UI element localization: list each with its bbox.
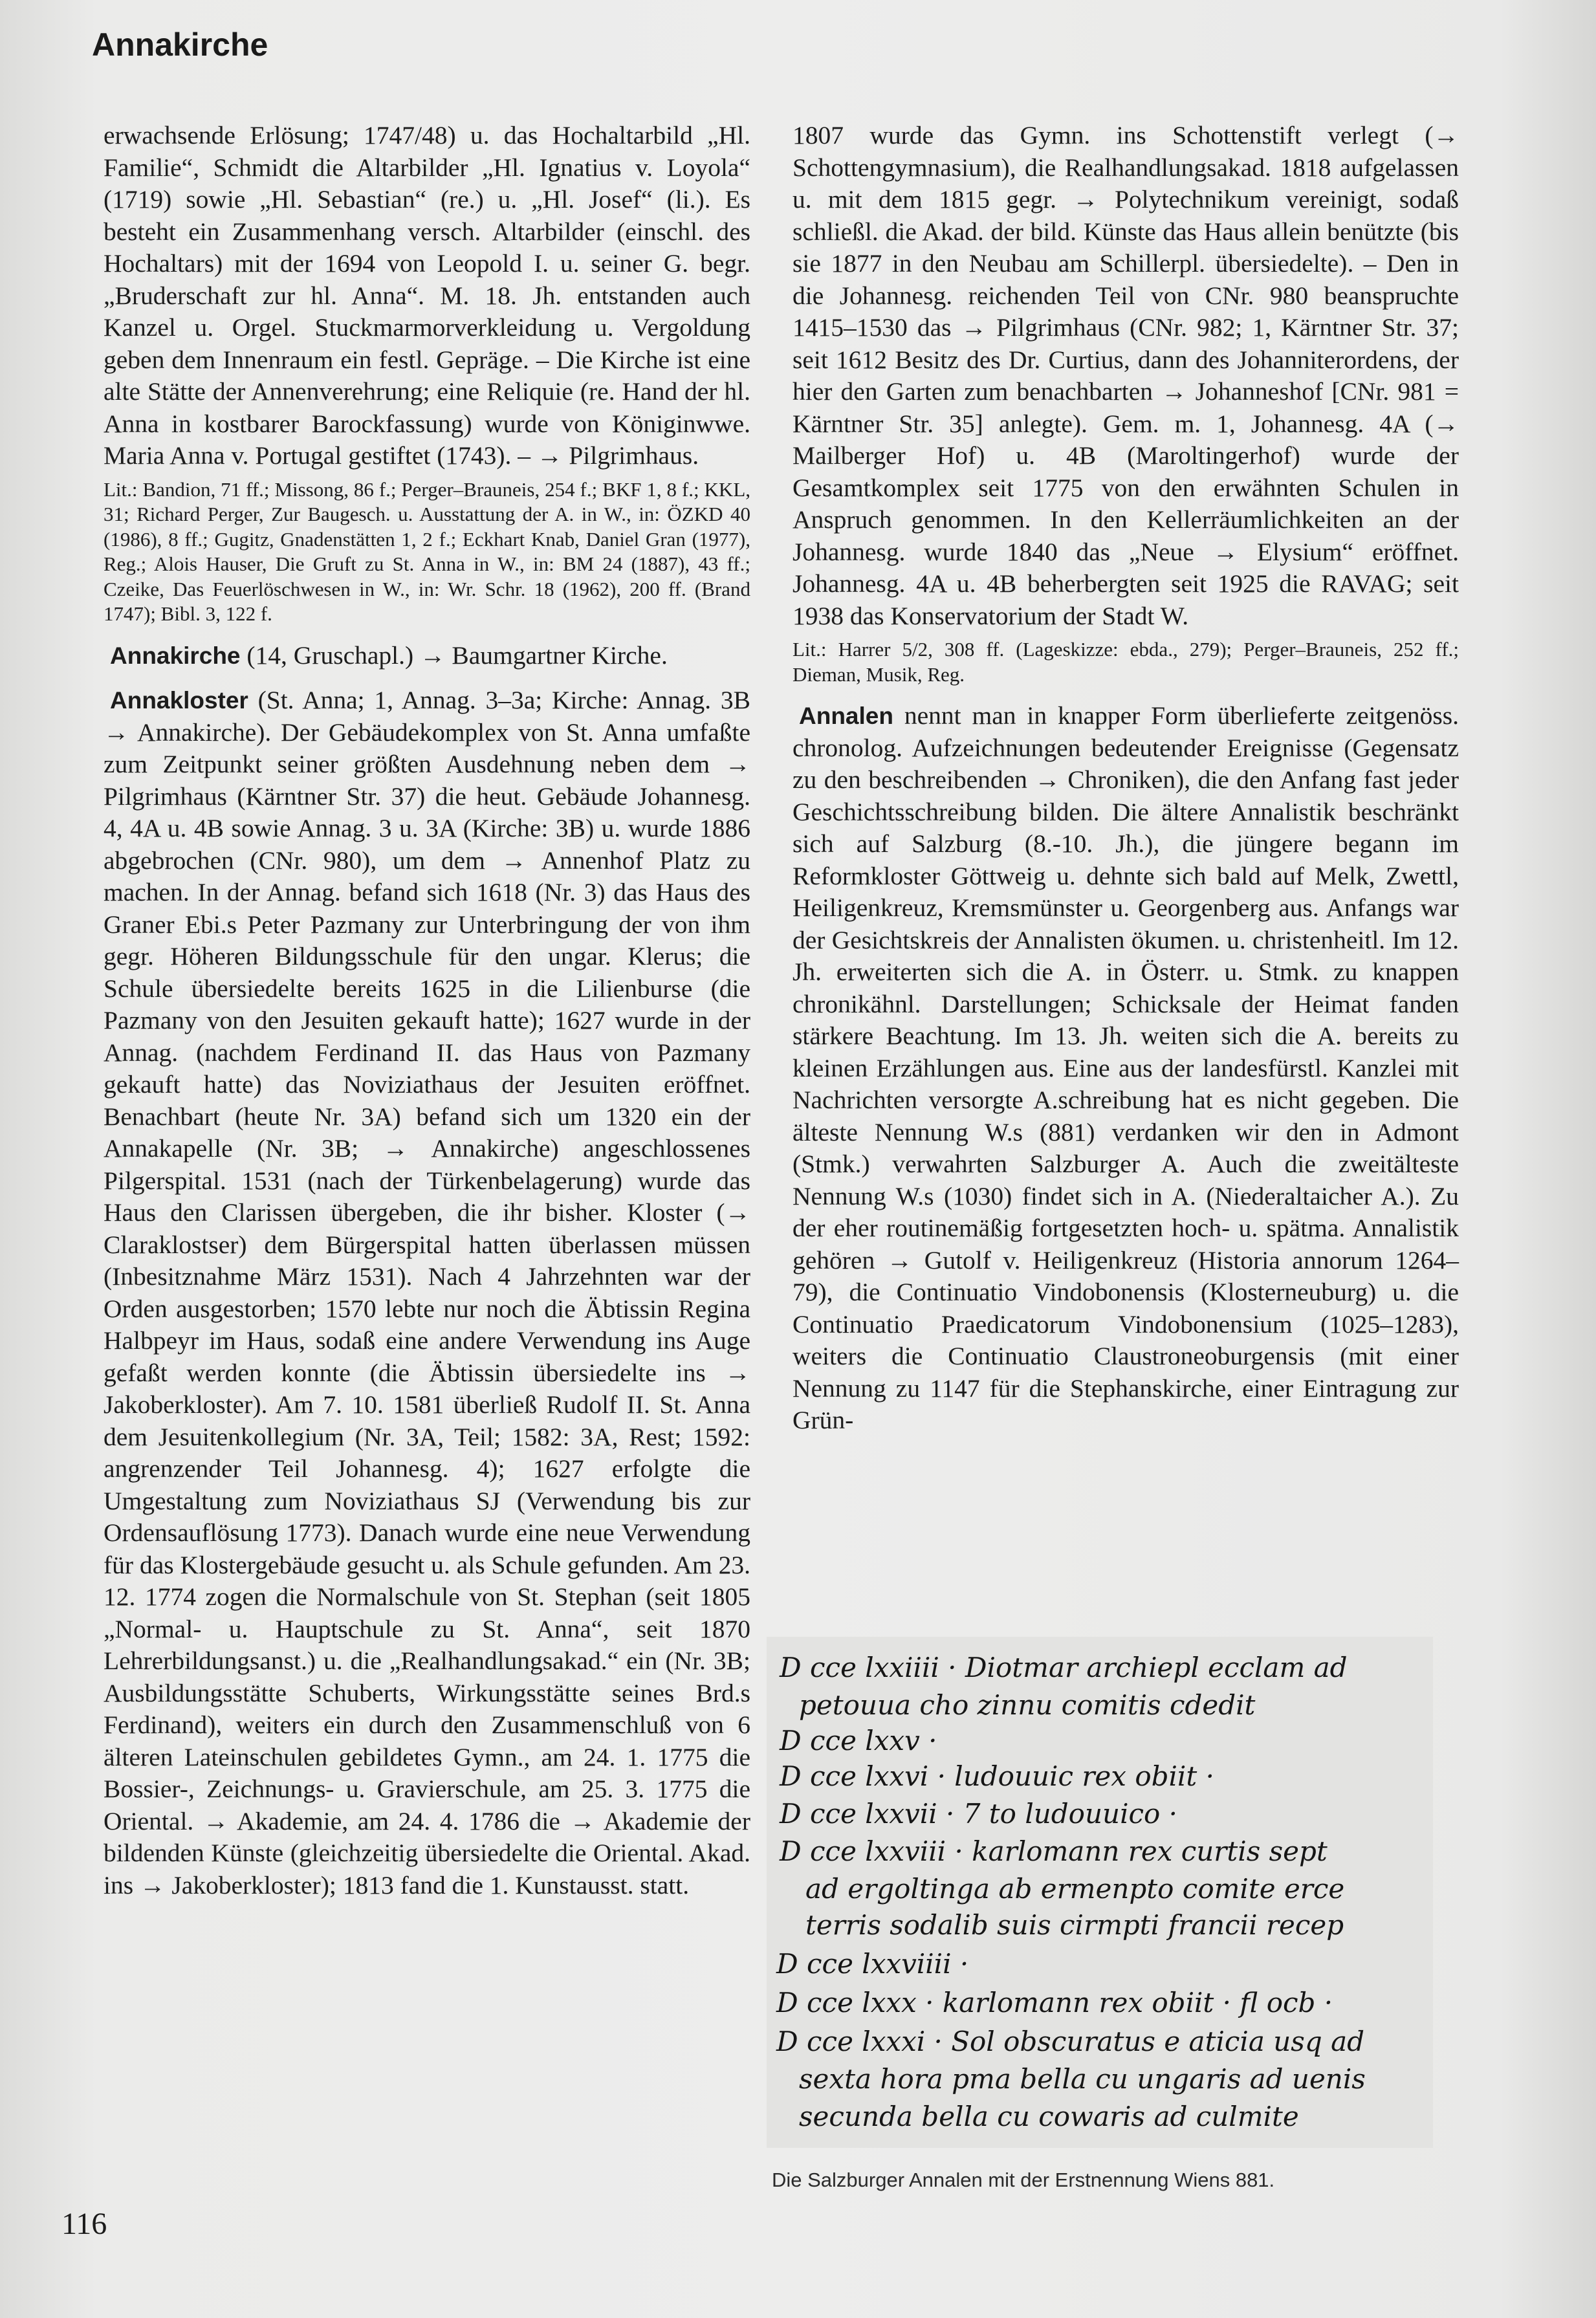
manuscript-line: D cce lxxviiii ·	[776, 1948, 969, 1980]
manuscript-line: D cce lxxx · karlomann rex obiit · fl ocb ·	[776, 1987, 1333, 2018]
entry-annakloster	[104, 684, 750, 1901]
manuscript-line: D cce lxxviii · karlomann rex curtis sept	[780, 1835, 1328, 1867]
manuscript-line: D cce lxxvii · 7 to ludouuico ·	[780, 1798, 1178, 1830]
entry-text: (St. Anna; 1, Annag. 3–3a; Kirche: Annag. 3B → Annakirche). Der Gebäudekomplex von St. Anna umfaßte zum Zeitpunkt seiner größten Ausdehnung neben dem → Pilgrimhaus (Kärntner Str. 37) die heut. Gebäude Johannesg. 4, 4A u. 4B sowie Annag. 3 u. 3A (Kirche: 3B) u. wurde 1886 abgebrochen (CNr. 980), um dem → Annenhof Platz zu machen. In der Annag. befand sich 1618 (Nr. 3) das Haus des Graner Ebi.s Peter Pazmany zur Unterbringung der von ihm gegr. Höheren Bildungsschule für den ungar. Klerus; die Schule übersiedelte bereits 1625 in die Lilienburse (die Pazmany von den Jesuiten gekauft hatte); 1627 wurde in der Annag. (nachdem Ferdinand II. das Haus von Pazmany gekauft hatte) das Noviziathaus der Jesuiten eröffnet. Benachbart (heute Nr. 3A) befand sich um 1320 ein der Annakapelle (Nr. 3B; → Annakirche) angeschlossenes Pilgerspital. 1531 (nach der Türkenbelagerung) wurde das Haus den Clarissen übergeben, die ihr bisher. Kloster (→ Claraklostser) dem Bürgerspital hatten überlassen müssen (Inbesitznahme März 1531). Nach 4 Jahrzehnten war der Orden ausgestorben; 1570 lebte nur noch die Äbtissin Regina Halbpeyr im Haus, sodaß eine andere Verwendung ins Auge gefaßt werden konnte (die Äbtissin übersiedelte ins → Jakoberkloster). Am 7. 10. 1581 überließ Rudolf II. St. Anna dem Jesuitenkollegium (Nr. 3A, Teil; 1582: 3A, Rest; 1592: angrenzender Teil Johannesg. 4); 1627 erfolgte die Umgestaltung zum Noviziathaus SJ (Verwendung bis zur Ordensauflösung 1773). Danach wurde eine neue Verwendung für das Klostergebäude gesucht u. als Schule gefunden. Am 23. 12. 1774 zogen die Normalschule von St. Stephan (seit 1805 „Normal- u. Hauptschule zu St. Anna“, seit 1870 Lehrerbildungsanst.) u. die „Realhandlungsakad.“ ein (Nr. 3B; Ausbildungsstätte Schuberts, Wirkungsstätte seines Brd.s Ferdinand), weiters ein durch den Zusammenschluß von 6 älteren Lateinschulen gebildetes Gymn., am 24. 1. 1775 die Bossier-, Zeichnungs- u. Gravierschule, am 25. 3. 1775 die Oriental. → Akademie, am 24. 4. 1786 die → Akademie der bildenden Künste (gleichzeitig übersiedelte die Oriental. Akad. ins → Jakoberkloster); 1813 fand die 1. Kunstausst. statt.	[104, 686, 750, 1899]
entry-headword: Annalen	[799, 703, 893, 729]
manuscript-line: D cce lxxxi · Sol obscuratus e aticia usq ad	[776, 2026, 1365, 2057]
entry-headword: Annakloster	[110, 687, 248, 714]
manuscript-line: D cce lxxvi · ludouuic rex obiit ·	[780, 1760, 1214, 1792]
lit-label: Lit.:	[104, 477, 138, 501]
right-column	[793, 120, 1459, 1437]
manuscript-line: secunda bella cu cowaris ad culmite	[799, 2101, 1299, 2132]
page-number: 116	[61, 2207, 107, 2241]
manuscript-line: sexta hora pma bella cu ungaris ad uenis	[799, 2063, 1366, 2095]
entry-headword: Annakirche	[110, 642, 241, 669]
literature-annakirche	[104, 477, 750, 627]
annakirche-continuation: erwachsende Erlösung; 1747/48) u. das Hochaltarbild „Hl. Familie“, Schmidt die Altarbilder „Hl. Ignatius v. Loyola“ (1719) sowie „Hl. Sebastian“ (re.) u. „Hl. Josef“ (li.). Es besteht ein Zusammenhang versch. Altarbilder (einschl. des Hochaltars) mit der 1694 von Leopold I. u. seiner G. begr. „Bruderschaft zur hl. Anna“. M. 18. Jh. entstanden auch Kanzel u. Orgel. Stuckmarmorverkleidung u. Vergoldung geben dem Innenraum ein festl. Gepräge. – Die Kirche ist eine alte Stätte der Annenverehrung; eine Reliquie (re. Hand der hl. Anna in kostbarer Barockfassung) wurde von Königinwwe. Maria Anna v. Portugal gestiftet (1743). – → Pilgrimhaus.	[104, 121, 750, 470]
lit-text: Bandion, 71 ff.; Missong, 86 f.; Perger–Brauneis, 254 f.; BKF 1, 8 f.; KKL, 31; Richard Perger, Zur Baugesch. u. Ausstattung der A. in W., in: ÖZKD 40 (1986), 8 ff.; Gugitz, Gnadenstätten 1, 2 f.; Eckhart Knab, Daniel Gran (1977), Reg.; Alois Hauser, Die Gruft zu St. Anna in W., in: BM 24 (1887), 43 ff.; Czeike, Das Feuerlöschwesen in W., in: Wr. Schr. 18 (1962), 200 ff. (Brand 1747); Bibl. 3, 122 f.	[104, 477, 751, 625]
lit-text: Harrer 5/2, 308 ff. (Lageskizze: ebda., 279); Perger–Brauneis, 252 ff.; Dieman, Musik, Reg.	[793, 638, 1459, 686]
manuscript-line: D cce lxxiiii · Diotmar archiepl ecclam ad	[780, 1652, 1348, 1683]
entry-annakirche-14	[104, 640, 750, 672]
figure-caption: Die Salzburger Annalen mit der Erstnennung Wiens 881.	[772, 2169, 1275, 2191]
entry-text: nennt man in knapper Form überlieferte zeitgenöss. chronolog. Aufzeichnungen bedeutender Ereignisse (Gegensatz zu den beschreibenden → Chroniken), die den Anfang fast jeder Geschichtsschreibung bilden. Die ältere Annalistik beschränkt sich auf Salzburg (8.-10. Jh.), die jüngere begann im Reformkloster Göttweig u. dehnte sich bald auf Melk, Zwettl, Heiligenkreuz, Kremsmünster u. Georgenberg aus. Anfangs war der Gesichtskreis der Annalisten ökumen. u. christenheitl. Im 12. Jh. erweiterten sich die A. in Österr. u. Stmk. zu knappen chronikähnl. Darstellungen; Schicksale der Heimat fanden stärkere Beachtung. Im 13. Jh. weiten sich die A. bereits zu kleinen Erzählungen aus. Eine aus der landesfürstl. Kanzlei mit Nachrichten versorgte A.schreibung hat es nicht gegeben. Die älteste Nennung W.s (881) verdanken wir den in Admont (Stmk.) verwahrten Salzburger A. Auch die zweitälteste Nennung W.s (1030) findet sich in A. (Niederaltaicher A.). Zu der eher routinemäßig fortgesetzten hoch- u. spätma. Annalistik gehören → Gutolf v. Heiligenkreuz (Historia annorum 1264–79), die Continuatio Vindobonensis (Klosterneuburg) u. die Continuatio Praedicatorum Vindobonensium (1025–1283), weiters die Continuatio Claustroneoburgensis (mit einer Nennung zu 1147 für die Stephanskirche, einer Eintragung zur Grün-	[793, 701, 1459, 1434]
manuscript-line: D cce lxxv ·	[780, 1725, 937, 1756]
running-header: Annakirche	[92, 27, 268, 63]
left-column	[104, 120, 750, 1901]
literature-annakloster	[793, 637, 1459, 687]
manuscript-image	[767, 1637, 1433, 2148]
annakloster-continuation: 1807 wurde das Gymn. ins Schottenstift verlegt (→ Schottengymnasium), die Realhandlungsakad. 1818 aufgelassen u. mit dem 1815 gegr. → Polytechnikum vereinigt, sodaß schließl. die Akad. der bild. Künste das Haus allein benützte (bis sie 1877 in den Neubau am Schillerpl. übersiedelte). – Den in die Johannesg. reichenden Teil von CNr. 980 beanspruchte 1415–1530 das → Pilgrimhaus (CNr. 982; 1, Kärntner Str. 37; seit 1612 Besitz des Dr. Curtius, dann des Johanniterordens, der hier den Garten zum benachbarten → Johanneshof [CNr. 981 = Kärntner Str. 35] anlegte). Gem. m. 1, Johannesg. 4A (→ Mailberger Hof) u. 4B (Maroltingerhof) wurde der Gesamtkomplex seit 1775 von den erwähnten Schulen in Anspruch genommen. In den Kellerräumlichkeiten an der Johannesg. wurde 1840 das „Neue → Elysium“ eröffnet. Johannesg. 4A u. 4B beherbergten seit 1925 die RAVAG; seit 1938 das Konservatorium der Stadt W.	[793, 121, 1459, 630]
lit-label: Lit.:	[793, 638, 827, 661]
manuscript-line: terris sodalib suis cirmpti francii recep	[805, 1909, 1344, 1941]
manuscript-line: ad ergoltinga ab ermenpto comite erce	[805, 1873, 1345, 1905]
entry-annalen	[793, 700, 1459, 1437]
manuscript-line: petouua cho zinnu comitis cdedit	[799, 1689, 1256, 1721]
entry-text: (14, Gruschapl.) → Baumgartner Kirche.	[240, 640, 668, 670]
